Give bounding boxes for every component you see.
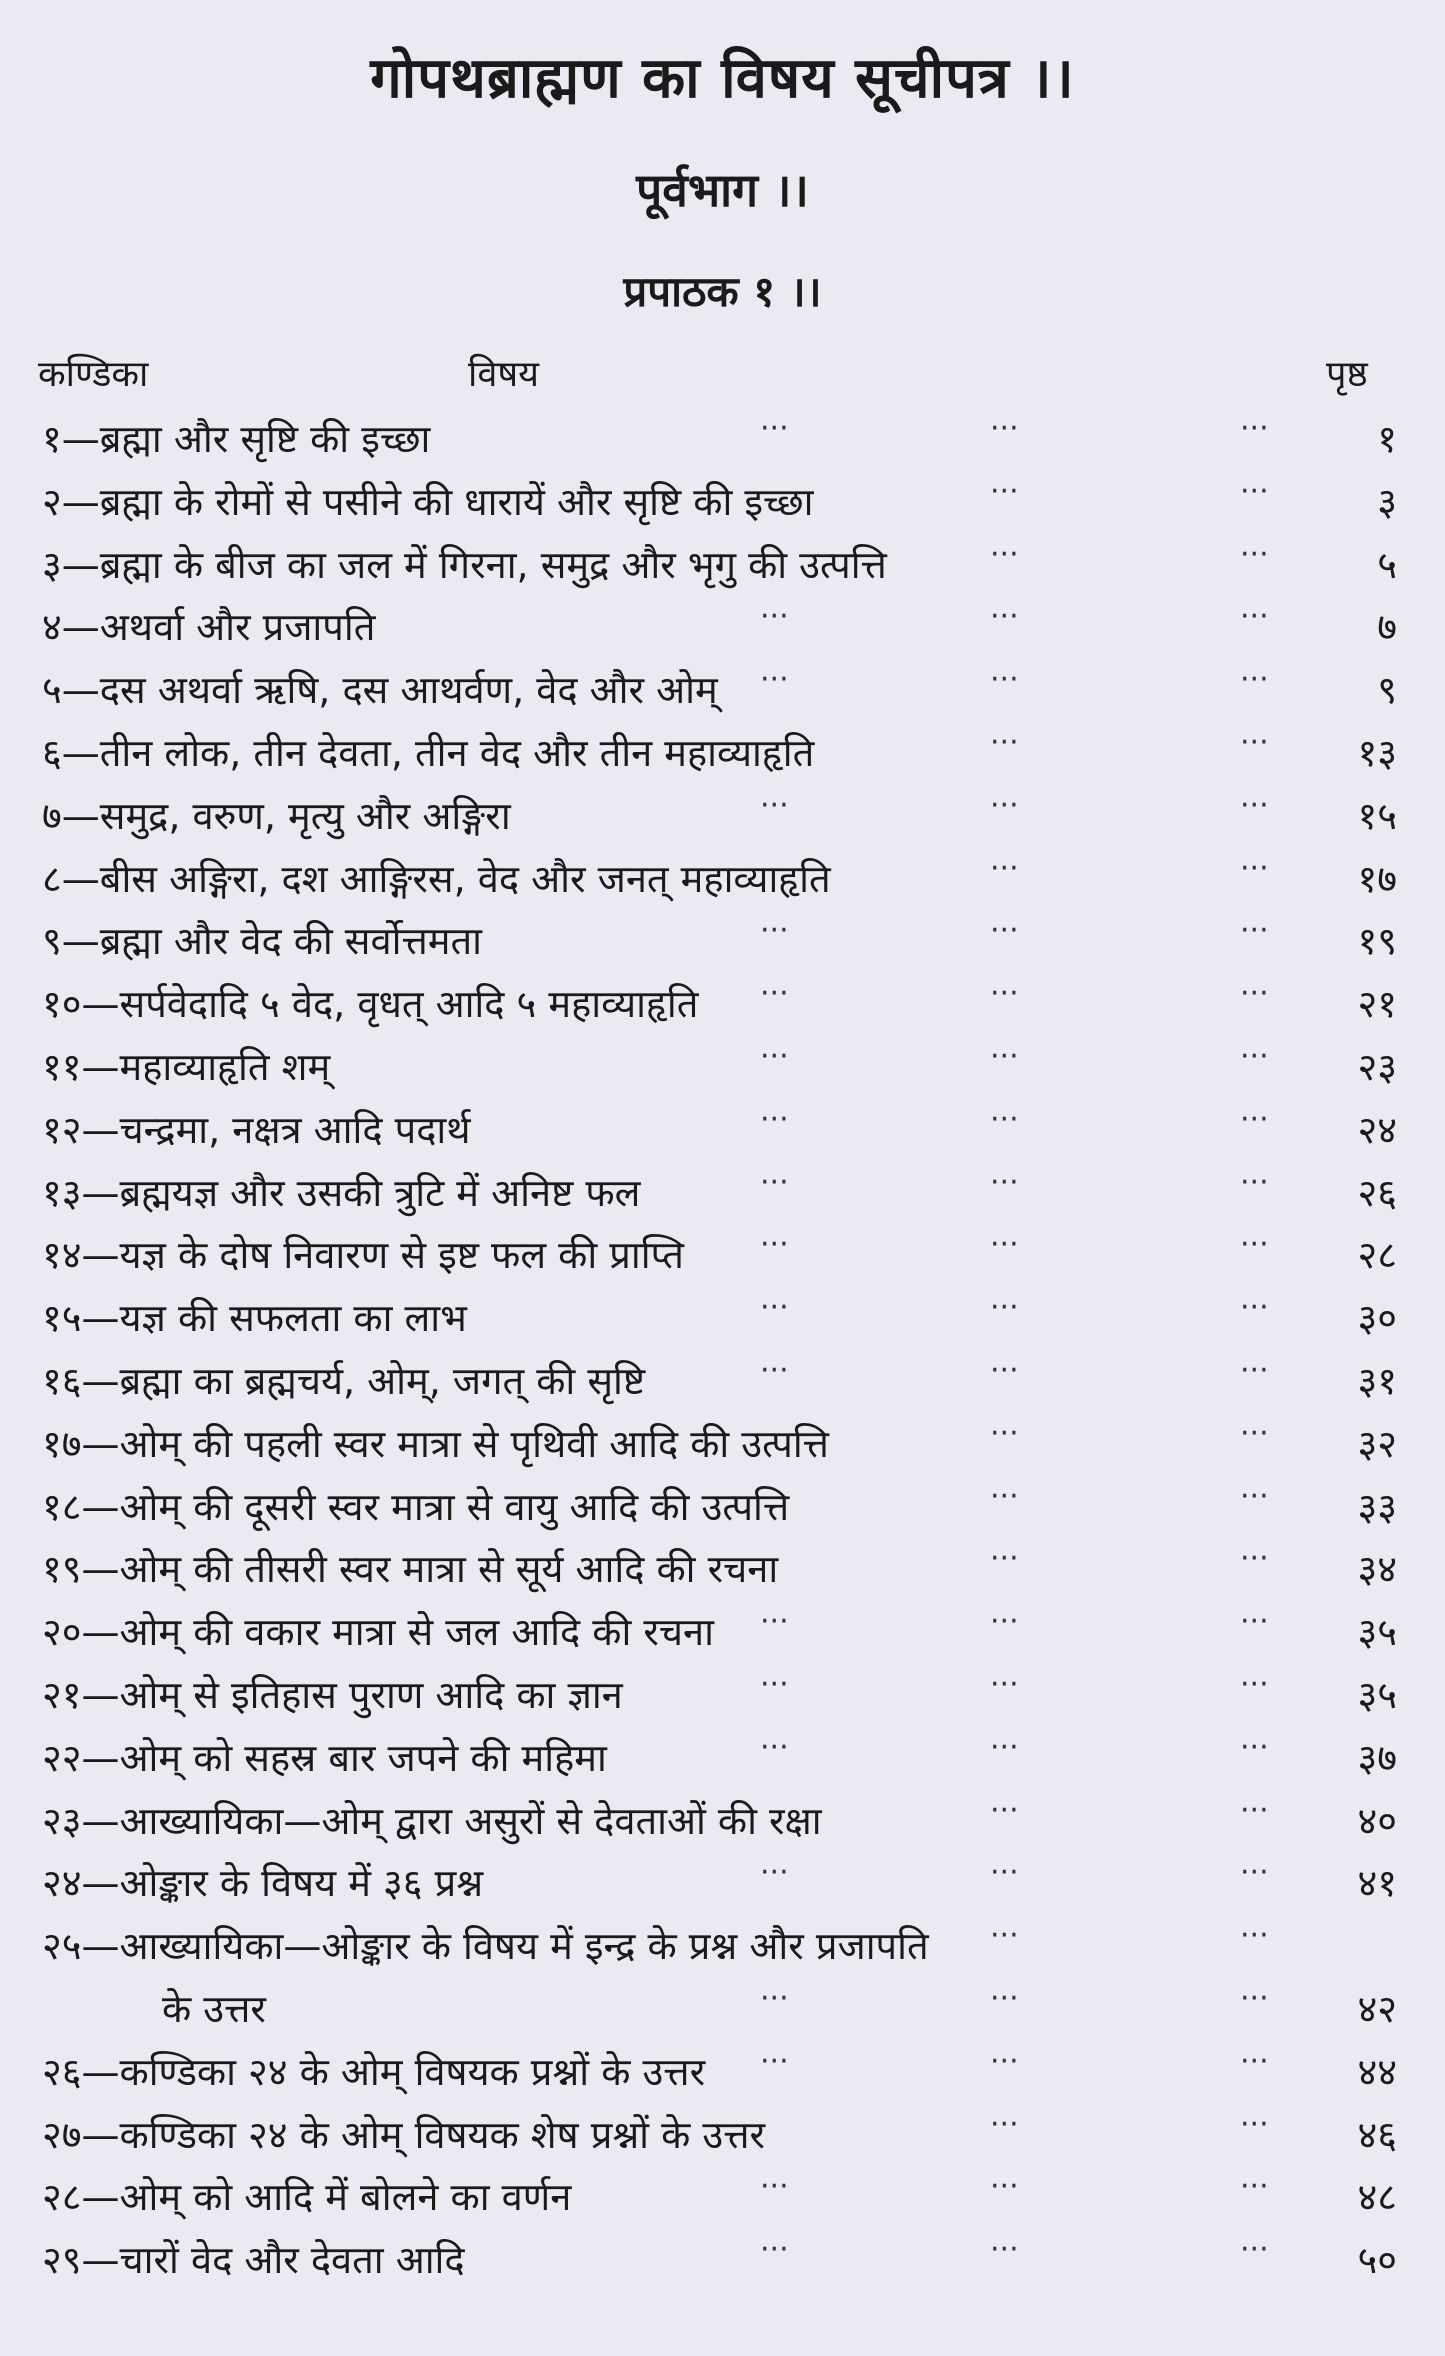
part-heading: पूर्वभाग ।। [636,163,809,217]
toc-entry: १९—ओम् की तीसरी स्वर मात्रा से सूर्य आदि की रचना ··· ··· ३४ [0,1538,1445,1601]
toc-entry-page: २८ [1357,1233,1397,1278]
page-title: गोपथब्राह्मण का विषय सूचीपत्र ।। [370,46,1075,111]
toc-entry-page: ५० [1357,2238,1397,2283]
toc-entry: १८—ओम् की दूसरी स्वर मात्रा से वायु आदि की उत्पत्ति ··· ··· ३३ [0,1476,1445,1539]
toc-entry: २३—आख्यायिका—ओम् द्वारा असुरों से देवताओं की रक्षा ··· ··· ४० [0,1790,1445,1853]
toc-entry: २५—आख्यायिका—ओङ्कार के विषय में इन्द्र के प्रश्न और प्रजापति ··· ··· [0,1915,1445,1978]
toc-entry: ३—ब्रह्मा के बीज का जल में गिरना, समुद्र और भृगु की उत्पत्ति ··· ··· ५ [0,534,1445,597]
toc-entry: २७—कण्डिका २४ के ओम् विषयक शेष प्रश्नों के उत्तर ··· ··· ४६ [0,2104,1445,2167]
toc-entry-page: ४४ [1357,2049,1397,2094]
toc-entry-page: ३७ [1357,1735,1397,1780]
toc-entry-page: ३० [1357,1296,1397,1341]
toc-entry: १३—ब्रह्मयज्ञ और उसकी त्रुटि में अनिष्ट फल ··· ··· ··· २६ [0,1162,1445,1225]
toc-entry-page: १७ [1357,856,1397,901]
toc-entry-text: १२—चन्द्रमा, नक्षत्र आदि पदार्थ [42,1107,471,1152]
toc-entry-text: १८—ओम् की दूसरी स्वर मात्रा से वायु आदि की उत्पत्ति [42,1484,790,1529]
toc-entry-page: १५ [1357,793,1397,838]
toc-entry-text: ५—दस अथर्वा ऋषि, दस आथर्वण, वेद और ओम् [42,668,718,713]
toc-entry-text: ८—बीस अङ्गिरा, दश आङ्गिरस, वेद और जनत् महाव्याहृति [42,856,831,901]
toc-entry-page: २१ [1357,982,1397,1027]
column-header-vishay: विषय [468,354,540,395]
toc-entry-page: ४६ [1357,2112,1397,2157]
toc-entry-text: १९—ओम् की तीसरी स्वर मात्रा से सूर्य आदि की रचना [42,1547,779,1592]
toc-entry-text: ७—समुद्र, वरुण, मृत्यु और अङ्गिरा [42,793,511,838]
toc-entry-text: १—ब्रह्मा और सृष्टि की इच्छा [42,417,431,461]
toc-entry-text: ९—ब्रह्मा और वेद की सर्वोत्तमता [42,919,482,964]
toc-entry-text: २०—ओम् की वकार मात्रा से जल आदि की रचना [42,1610,714,1655]
toc-entry-text: १३—ब्रह्मयज्ञ और उसकी त्रुटि में अनिष्ट फल [42,1170,641,1215]
toc-entry: २९—चारों वेद और देवता आदि ··· ··· ··· ५० [0,2229,1445,2292]
toc-entry: ७—समुद्र, वरुण, मृत्यु और अङ्गिरा ··· ··· ··· १५ [0,785,1445,848]
toc-entry-text: २५—आख्यायिका—ओङ्कार के विषय में इन्द्र के प्रश्न और प्रजापति [42,1924,929,1969]
column-header-kandika: कण्डिका [38,354,149,395]
toc-entry: २६—कण्डिका २४ के ओम् विषयक प्रश्नों के उत्तर ··· ··· ··· ४४ [0,2041,1445,2104]
toc-entry-page: १९ [1357,919,1397,964]
toc-entry: १२—चन्द्रमा, नक्षत्र आदि पदार्थ ··· ··· ··· २४ [0,1099,1445,1162]
toc-entry: १४—यज्ञ के दोष निवारण से इष्ट फल की प्राप्ति ··· ··· ··· २८ [0,1224,1445,1287]
toc-entry-text: २१—ओम् से इतिहास पुराण आदि का ज्ञान [42,1672,623,1717]
toc-entry: २१—ओम् से इतिहास पुराण आदि का ज्ञान ··· ··· ··· ३५ [0,1664,1445,1727]
toc-entry-text: ३—ब्रह्मा के बीज का जल में गिरना, समुद्र और भृगु की उत्पत्ति [42,542,887,587]
toc-entry: १६—ब्रह्मा का ब्रह्मचर्य, ओम्, जगत् की सृष्टि ··· ··· ··· ३१ [0,1350,1445,1413]
toc-entry: ९—ब्रह्मा और वेद की सर्वोत्तमता ··· ··· ··· १९ [0,910,1445,973]
toc-entry-text: २२—ओम् को सहस्र बार जपने की महिमा [42,1735,607,1780]
toc-entry-page: ४२ [1357,1986,1397,2031]
toc-entry-page: ३५ [1357,1672,1397,1717]
toc-entry: १०—सर्पवेदादि ५ वेद, वृधत् आदि ५ महाव्याहृति ··· ··· ··· २१ [0,973,1445,1036]
toc-entry: २२—ओम् को सहस्र बार जपने की महिमा ··· ··· ··· ३७ [0,1727,1445,1790]
toc-entry-text: २८—ओम् को आदि में बोलने का वर्णन [42,2175,572,2220]
toc-entry-text: २३—आख्यायिका—ओम् द्वारा असुरों से देवताओं की रक्षा [42,1798,822,1843]
toc-entry: २४—ओङ्कार के विषय में ३६ प्रश्न ··· ··· ··· ४१ [0,1852,1445,1915]
toc-entry-text: २४—ओङ्कार के विषय में ३६ प्रश्न [42,1861,484,1906]
toc-entry-text: २७—कण्डिका २४ के ओम् विषयक शेष प्रश्नों के उत्तर [42,2112,765,2157]
toc-entry-page: ३५ [1357,1610,1397,1655]
toc-entry-page: ७ [1377,605,1397,650]
toc-entry-page: २६ [1357,1170,1397,1215]
toc-entry-page: १ [1377,417,1397,461]
toc-entry: ४—अथर्वा और प्रजापति ··· ··· ··· ७ [0,596,1445,659]
toc-entry-page: ९ [1377,668,1397,713]
toc-entry: ११—महाव्याहृति शम् ··· ··· ··· २३ [0,1036,1445,1099]
toc-entry-text: के उत्तर [162,1986,266,2031]
toc-entry-text: २९—चारों वेद और देवता आदि [42,2238,465,2283]
toc-entry-page: ३ [1377,479,1397,524]
toc-entry-text: ४—अथर्वा और प्रजापति [42,605,376,650]
toc-entry-page: ४८ [1357,2175,1397,2220]
toc-entry: १—ब्रह्मा और सृष्टि की इच्छा ··· ··· ··· १ [0,408,1445,471]
toc-entry: ५—दस अथर्वा ऋषि, दस आथर्वण, वेद और ओम् ··· ··· ··· ९ [0,659,1445,722]
toc-entry-page: ५ [1377,542,1397,587]
toc-entry-text: १०—सर्पवेदादि ५ वेद, वृधत् आदि ५ महाव्याहृति [42,982,699,1027]
toc-entry-page: ४० [1357,1798,1397,1843]
toc-entry-text: २—ब्रह्मा के रोमों से पसीने की धारायें और सृष्टि की इच्छा [42,479,814,524]
toc-entry-page: ३१ [1357,1358,1397,1403]
toc-entry-text: २६—कण्डिका २४ के ओम् विषयक प्रश्नों के उत्तर [42,2049,706,2094]
toc-entry-page: ४१ [1357,1861,1397,1906]
toc-entry-text: १५—यज्ञ की सफलता का लाभ [42,1296,467,1341]
toc-entry: के उत्तर ··· ··· ··· ४२ [0,1978,1445,2041]
toc-entry: ६—तीन लोक, तीन देवता, तीन वेद और तीन महाव्याहृति ··· ··· १३ [0,722,1445,785]
toc-entry: ८—बीस अङ्गिरा, दश आङ्गिरस, वेद और जनत् महाव्याहृति ··· ··· १७ [0,848,1445,911]
toc-entry: १७—ओम् की पहली स्वर मात्रा से पृथिवी आदि की उत्पत्ति ··· ··· ३२ [0,1413,1445,1476]
toc-list [0,408,1445,2292]
toc-entry-page: ३३ [1357,1484,1397,1529]
toc-entry: २८—ओम् को आदि में बोलने का वर्णन ··· ··· ··· ४८ [0,2166,1445,2229]
toc-entry-text: १४—यज्ञ के दोष निवारण से इष्ट फल की प्राप्ति [42,1233,684,1278]
toc-entry-page: २४ [1357,1107,1397,1152]
toc-entry-page: १३ [1357,730,1397,775]
chapter-heading: प्रपाठक १ ।। [623,267,822,316]
toc-entry-text: १६—ब्रह्मा का ब्रह्मचर्य, ओम्, जगत् की सृष्टि [42,1358,646,1403]
toc-entry: २—ब्रह्मा के रोमों से पसीने की धारायें और सृष्टि की इच्छा ··· ··· ३ [0,471,1445,534]
toc-entry: २०—ओम् की वकार मात्रा से जल आदि की रचना ··· ··· ··· ३५ [0,1601,1445,1664]
toc-entry: १५—यज्ञ की सफलता का लाभ ··· ··· ··· ३० [0,1287,1445,1350]
toc-entry-page: ३२ [1357,1421,1397,1466]
toc-entry-text: ६—तीन लोक, तीन देवता, तीन वेद और तीन महाव्याहृति [42,730,815,775]
toc-entry-page: २३ [1357,1044,1397,1089]
toc-entry-text: ११—महाव्याहृति शम् [42,1044,331,1089]
toc-entry-page: ३४ [1357,1547,1397,1592]
toc-entry-text: १७—ओम् की पहली स्वर मात्रा से पृथिवी आदि की उत्पत्ति [42,1421,829,1466]
column-header-page: पृष्ठ [1326,354,1368,395]
